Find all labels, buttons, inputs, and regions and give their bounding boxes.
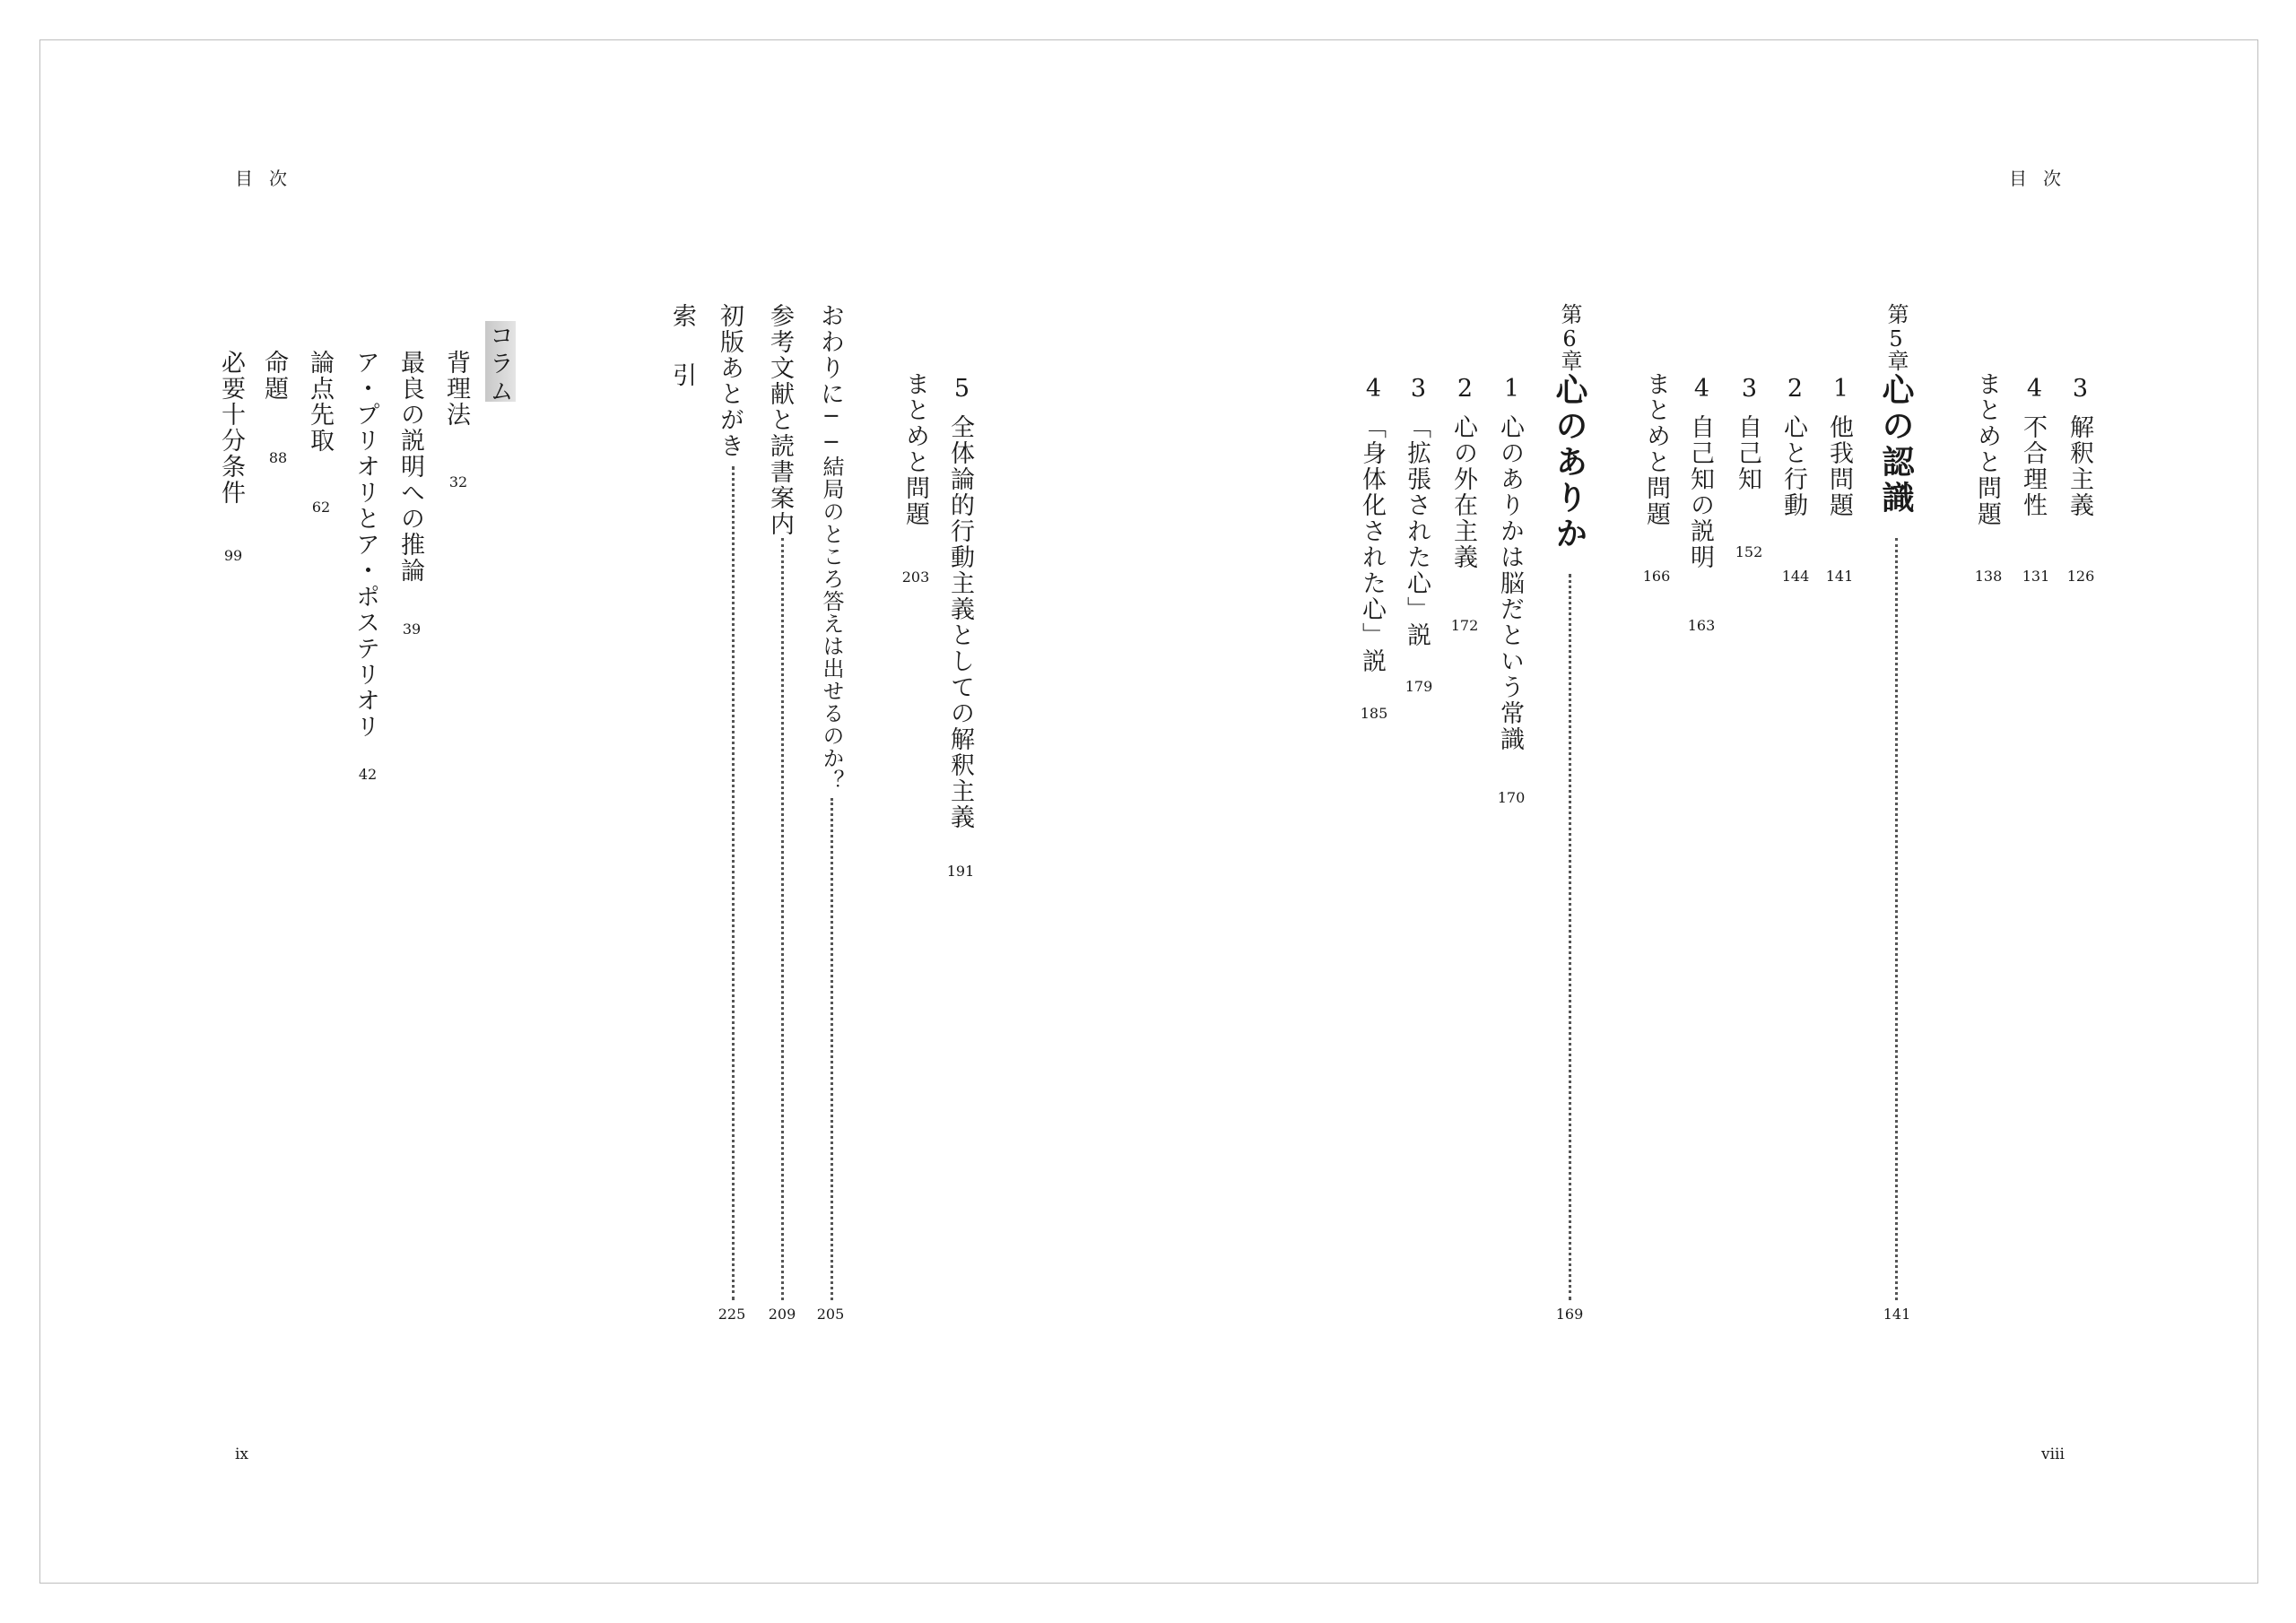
toc-page-number: 191 xyxy=(946,863,975,880)
toc-entry-title[interactable]: 自己知の説明 xyxy=(1686,414,1714,570)
toc-page-number: 170 xyxy=(1497,789,1526,806)
column-heading: コラム xyxy=(485,323,513,406)
toc-entry-title[interactable]: 索 引 xyxy=(668,303,696,392)
toc-num: 2 xyxy=(1781,375,1809,403)
toc-entry-subtitle: ──結局のところ答えは出せるのか？ xyxy=(819,404,844,792)
toc-page-number: 138 xyxy=(1974,568,2003,585)
toc-num: 1 xyxy=(1827,375,1855,403)
toc-num: 2 xyxy=(1451,375,1479,403)
column-item-title[interactable]: 命題 xyxy=(260,350,288,402)
toc-entry-title[interactable]: 初版あとがき xyxy=(716,303,744,459)
toc-entry-title[interactable]: 心と行動 xyxy=(1779,414,1807,518)
column-item-page: 42 xyxy=(358,766,378,783)
chapter-label-top: 第 xyxy=(1557,303,1582,326)
folio-right: viii xyxy=(2041,1445,2065,1463)
chapter-label-bottom: 章 xyxy=(1883,350,1909,373)
column-item-page: 88 xyxy=(268,449,288,466)
chapter-label-bottom: 章 xyxy=(1557,350,1582,373)
toc-page-number: 179 xyxy=(1405,678,1433,695)
toc-entry-title[interactable]: まとめと問題 xyxy=(1642,371,1670,527)
chapter-label-number: 5 xyxy=(1883,326,1909,353)
book-spread xyxy=(39,39,2258,1584)
toc-entry-title[interactable]: 他我問題 xyxy=(1825,414,1853,518)
toc-page-number: 141 xyxy=(1883,1306,1911,1323)
leader-dots xyxy=(732,466,735,1300)
toc-entry-title[interactable]: まとめと問題 xyxy=(901,371,929,527)
toc-entry-title[interactable]: 心のありかは脳だという常識 xyxy=(1496,414,1524,752)
toc-entry-title[interactable]: おわりに xyxy=(816,303,844,407)
toc-page-number: 152 xyxy=(1735,543,1763,560)
toc-num: 4 xyxy=(1360,375,1387,403)
toc-num: 3 xyxy=(1405,375,1432,403)
toc-entry-title[interactable]: 解釈主義 xyxy=(2066,414,2093,518)
toc-entry-title[interactable]: 自己知 xyxy=(1734,414,1761,492)
toc-page-number: 185 xyxy=(1360,705,1388,722)
toc-num: 3 xyxy=(2066,375,2094,403)
toc-num: 3 xyxy=(1735,375,1763,403)
toc-page-number: 172 xyxy=(1450,617,1479,634)
chapter-title[interactable]: 心の認識 xyxy=(1877,373,1915,516)
running-header-right: 目次 xyxy=(2009,168,2077,189)
toc-num: 4 xyxy=(2021,375,2048,403)
column-item-page: 32 xyxy=(448,473,468,490)
column-item-title[interactable]: ア・プリオリとア・ポステリオリ xyxy=(352,350,379,740)
toc-page-number: 141 xyxy=(1825,568,1854,585)
toc-page-number: 205 xyxy=(816,1306,845,1323)
column-item-title[interactable]: 最良の説明への推論 xyxy=(396,350,424,584)
column-item-page: 62 xyxy=(311,499,331,516)
toc-page-number: 163 xyxy=(1687,617,1716,634)
column-item-title[interactable]: 背理法 xyxy=(442,350,470,428)
running-header-left: 目次 xyxy=(235,168,303,189)
toc-entry-title[interactable]: 全体論的行動主義としての解釈主義 xyxy=(946,414,974,830)
toc-num: 4 xyxy=(1688,375,1716,403)
leader-dots xyxy=(781,538,784,1300)
toc-entry-title[interactable]: 「身体化された心」説 xyxy=(1358,414,1386,674)
leader-dots xyxy=(1569,574,1571,1300)
toc-entry-title[interactable]: 心の外在主義 xyxy=(1449,414,1477,570)
toc-page-number: 131 xyxy=(2022,568,2050,585)
toc-entry-title[interactable]: 参考文献と読書案内 xyxy=(766,303,794,537)
toc-page-number: 166 xyxy=(1642,568,1671,585)
column-item-title[interactable]: 必要十分条件 xyxy=(217,350,245,506)
toc-page-number: 126 xyxy=(2066,568,2095,585)
toc-entry-title[interactable]: 不合理性 xyxy=(2019,414,2047,518)
toc-num: 5 xyxy=(948,375,976,403)
toc-page-number: 169 xyxy=(1555,1306,1584,1323)
column-item-page: 99 xyxy=(223,547,243,564)
toc-page-number: 144 xyxy=(1781,568,1810,585)
folio-left: ix xyxy=(235,1445,249,1463)
chapter-title[interactable]: 心のありか xyxy=(1551,373,1588,552)
column-item-title[interactable]: 論点先取 xyxy=(306,350,334,454)
toc-entry-title[interactable]: 「拡張された心」説 xyxy=(1403,414,1431,648)
toc-num: 1 xyxy=(1498,375,1526,403)
toc-page-number: 225 xyxy=(718,1306,746,1323)
leader-dots xyxy=(1895,538,1898,1300)
leader-dots xyxy=(831,798,833,1300)
chapter-label-number: 6 xyxy=(1557,326,1582,353)
column-item-page: 39 xyxy=(402,621,422,638)
toc-page-number: 209 xyxy=(768,1306,796,1323)
toc-entry-title[interactable]: まとめと問題 xyxy=(1973,371,2001,527)
toc-page-number: 203 xyxy=(901,568,930,586)
chapter-label-top: 第 xyxy=(1883,303,1909,326)
